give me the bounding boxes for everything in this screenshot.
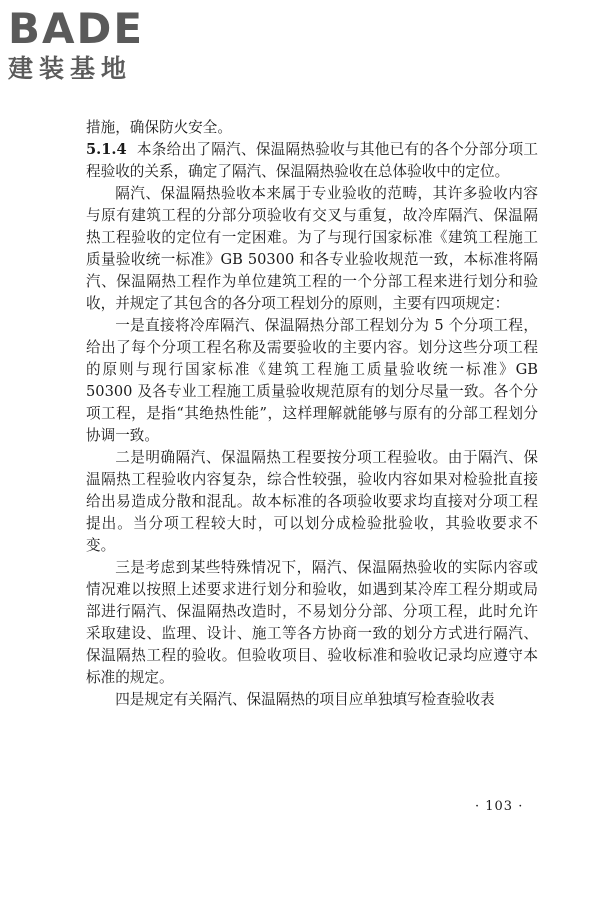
- section-number: 5.1.4: [86, 141, 127, 158]
- page-number: · 103 ·: [475, 799, 524, 814]
- section-lead-text: 本条给出了隔汽、保温隔热验收与其他已有的各个分部分项工程验收的关系，确定了隔汽、保温隔热验收在总体验收中的定位。: [86, 141, 538, 180]
- body-text: [86, 117, 538, 711]
- paragraph-rule-2: 二是明确隔汽、保温隔热工程要按分项工程验收。由于隔汽、保温隔热工程验收内容复杂，综合性较强，验收内容如果对检验批直接给出易造成分散和混乱。故本标准的各项验收要求均直接对分项工程提出。当分项工程较大时，可以划分成检验批验收，其验收要求不变。: [86, 449, 538, 554]
- logo-brand: BADE: [8, 4, 145, 53]
- paragraph-rule-1: 一是直接将冷库隔汽、保温隔热分部工程划分为 5 个分项工程，给出了每个分项工程名称及需要验收的主要内容。划分这些分项工程的原则与现行国家标准《建筑工程施工质量验收统一标准》GB 50300 及各专业工程施工质量验收规范原有的划分尽量一致。各个分项工程，是指“其绝热性能”，这样理解就能够与原有的分部工程划分协调一致。: [86, 317, 538, 444]
- paragraph-continuation: 措施，确保防火安全。: [86, 119, 232, 136]
- paragraph-positioning: 隔汽、保温隔热验收本来属于专业验收的范畴，其许多验收内容与原有建筑工程的分部分项验收有交叉与重复，故冷库隔汽、保温隔热工程验收的定位有一定困难。为了与现行国家标准《建筑工程施工质量验收统一标准》GB 50300 和各专业验收规范一致，本标准将隔汽、保温隔热工程作为单位建筑工程的一个分部工程来进行划分和验收，并规定了其包含的各分项工程划分的原则，主要有四项规定：: [86, 185, 538, 312]
- paragraph-rule-3: 三是考虑到某些特殊情况下，隔汽、保温隔热验收的实际内容或情况难以按照上述要求进行划分和验收，如遇到某冷库工程分期或局部进行隔汽、保温隔热改造时，不易划分分部、分项工程，此时允许采取建设、监理、设计、施工等各方协商一致的划分方式进行隔汽、保温隔热工程的验收。但验收项目、验收标准和验收记录均应遵守本标准的规定。: [86, 559, 538, 686]
- logo-subtitle: 建装基地: [8, 54, 133, 83]
- logo: [8, 6, 178, 84]
- section-5-1-4: [86, 139, 538, 183]
- paragraph-rule-4: 四是规定有关隔汽、保温隔热的项目应单独填写检查验收表: [115, 691, 495, 708]
